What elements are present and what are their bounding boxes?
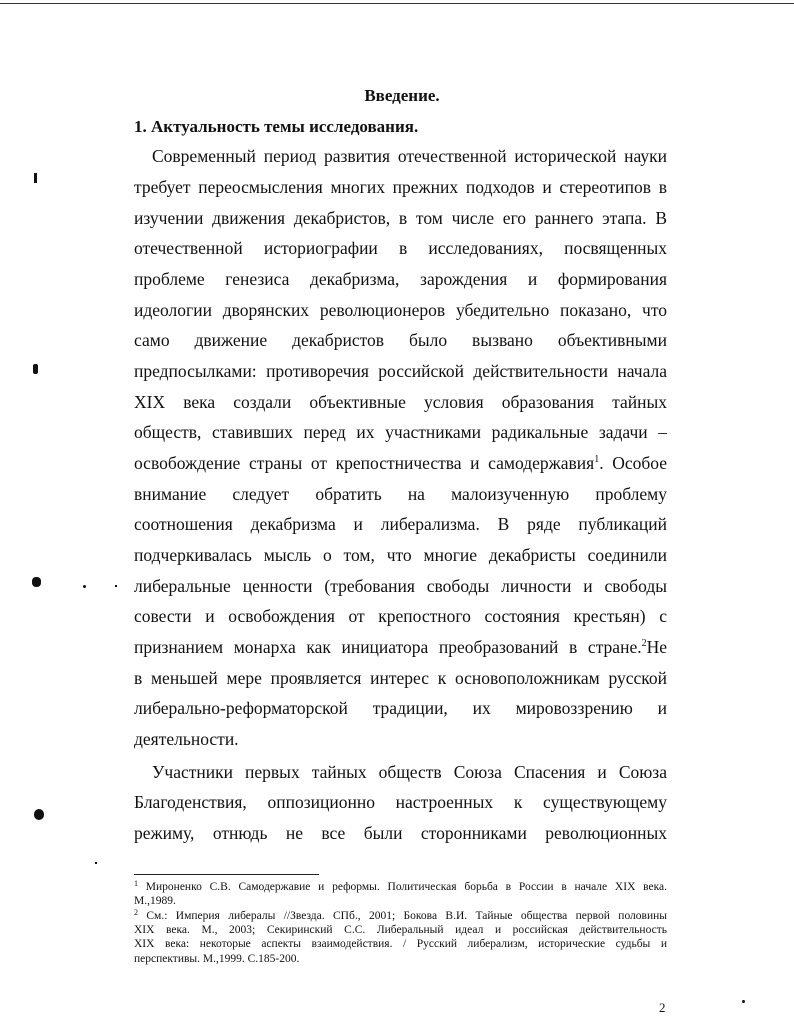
footnote-separator <box>134 874 319 875</box>
footnote-line: XIX века. М., 2003; Секиринский С.С. Либеральный идеал и российская действительность <box>134 924 667 936</box>
footnote-reference: 2 <box>641 638 647 649</box>
footnote-line: XIX века: некоторые аспекты взаимодействия. / Русский либерализм, исторические судьбы и <box>134 938 667 950</box>
top-border-line <box>0 3 794 4</box>
scan-speck <box>34 809 44 820</box>
text-line: Современный период развития отечественной исторической науки <box>152 146 667 166</box>
text-line: предпосылками: противоречия российской действительности начала <box>134 361 667 381</box>
footnote-line: М.,1989. <box>134 895 176 907</box>
scan-speck <box>95 862 97 864</box>
text-line: изучении движения декабристов, в том числе его раннего этапа. В <box>134 208 667 228</box>
text-line: соотношения декабризма и либерализма. В ряде публикаций <box>134 514 667 534</box>
text-line-with-footnote <box>134 637 667 657</box>
text-line-with-footnote <box>134 453 667 473</box>
page-number: 2 <box>659 1000 666 1015</box>
text-segment: . Особое <box>599 453 667 473</box>
text-segment: Не <box>646 637 667 657</box>
text-line: проблеме генезиса декабризма, зарождения и формирования <box>134 269 667 289</box>
text-line: XIX века создали объективные условия образования тайных <box>134 392 667 412</box>
scan-speck <box>34 173 37 183</box>
text-line: само движение декабристов было вызвано объективными <box>134 330 667 350</box>
footnote-line <box>134 881 667 894</box>
scan-speck <box>115 585 117 587</box>
text-line: совести и освобождения от крепостного состояния крестьян) с <box>134 606 667 626</box>
scan-speck <box>33 364 38 374</box>
text-line: отечественной историографии в исследованиях, посвященных <box>134 238 667 258</box>
text-line: деятельности. <box>134 729 239 749</box>
scan-speck <box>742 1000 745 1003</box>
footnote-number: 2 <box>134 908 138 917</box>
section-title: 1. Актуальность темы исследования. <box>134 117 419 136</box>
text-line: требует переосмысления многих прежних подходов и стереотипов в <box>134 177 667 197</box>
footnote-number: 1 <box>134 879 138 888</box>
text-line: Участники первых тайных обществ Союза Спасения и Союза <box>152 762 667 782</box>
text-line: идеологии дворянских революционеров убедительно показано, что <box>134 300 667 320</box>
text-segment: Мироненко С.В. Самодержавие и реформы. Политическая борьба в России в начале XIX века. <box>145 881 668 893</box>
scan-speck <box>32 577 41 587</box>
footnote-reference: 1 <box>594 454 600 465</box>
scan-speck <box>83 585 86 588</box>
footnote-line <box>134 910 667 923</box>
page-heading: Введение. <box>364 86 440 105</box>
text-line: режиму, отнюдь не все были сторонниками революционных <box>134 823 667 843</box>
text-line: либеральные ценности (требования свободы личности и свободы <box>134 576 667 596</box>
text-line: в меньшей мере проявляется интерес к основоположникам русской <box>134 668 667 688</box>
text-line: внимание следует обратить на малоизученную проблему <box>134 484 667 504</box>
text-segment: признанием монарха как инициатора преобразований в стране. <box>134 637 642 657</box>
text-line: Благоденствия, оппозиционно настроенных к существующему <box>134 792 667 812</box>
text-line: подчеркивалась мысль о том, что многие декабристы соединили <box>134 545 667 565</box>
text-line: либерально-реформаторской традиции, их мировоззрению и <box>134 698 667 718</box>
text-line: обществ, ставивших перед их участниками радикальные задачи – <box>134 422 667 442</box>
footnote-line: перспективы. М.,1999. С.185-200. <box>134 953 300 965</box>
text-segment: освобождение страны от крепостничества и самодержавия <box>134 453 595 473</box>
text-segment: См.: Империя либералы //Звезда. СПб., 2001; Бокова В.И. Тайные общества первой половины <box>146 910 667 922</box>
